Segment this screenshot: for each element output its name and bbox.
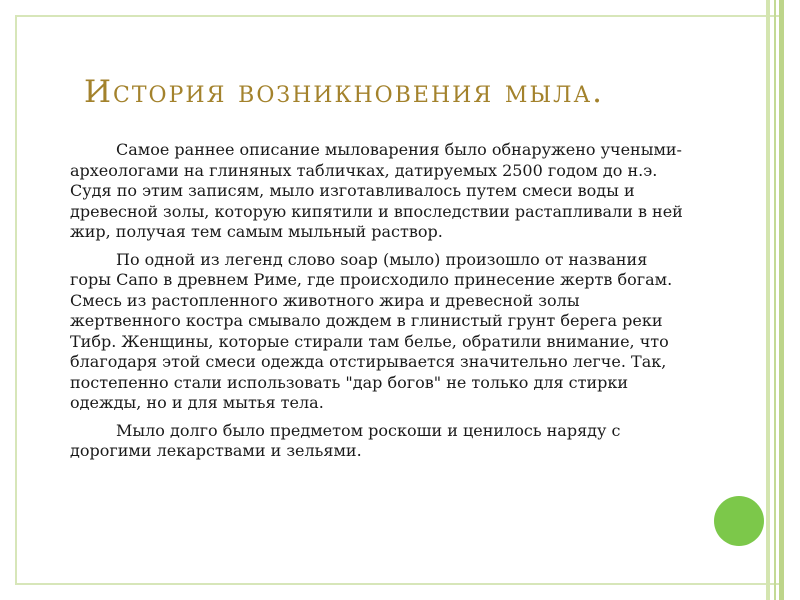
paragraph-3: Мыло долго было предметом роскоши и ценилось наряду с дорогими лекарствами и зельями.	[70, 420, 621, 460]
decorative-stripe	[774, 0, 776, 600]
paragraph-2: По одной из легенд слово soap (мыло) произошло от названия горы Сапо в древнем Риме, где происходило принесение жертв богам. Смесь из растопленного животного жира и древесной золы жертвенного костра смывало дождем в глинистый грунт берега реки Тибр. Женщины, которые стирали там белье, обратили внимание, что благодаря этой смеси одежда отстирывается значительно легче. Так, постепенно стали использовать "дар богов" не только для стирки одежды, но и для мытья тела.	[70, 249, 673, 412]
slide-title: История возникновения мыла.	[84, 74, 604, 110]
slide-body	[70, 140, 690, 469]
decorative-stripe	[779, 0, 784, 600]
paragraph-1: Самое раннее описание мыловарения было обнаружено учеными-археологами на глиняных табличках, датируемых 2500 годом до н.э. Судя по этим записям, мыло изготавливалось путем смеси воды и древесной золы, которую кипятили и впоследствии растапливали в ней жир, получая тем самым мыльный раствор.	[70, 140, 683, 241]
decorative-stripe	[766, 0, 770, 600]
decorative-circle	[714, 496, 764, 546]
